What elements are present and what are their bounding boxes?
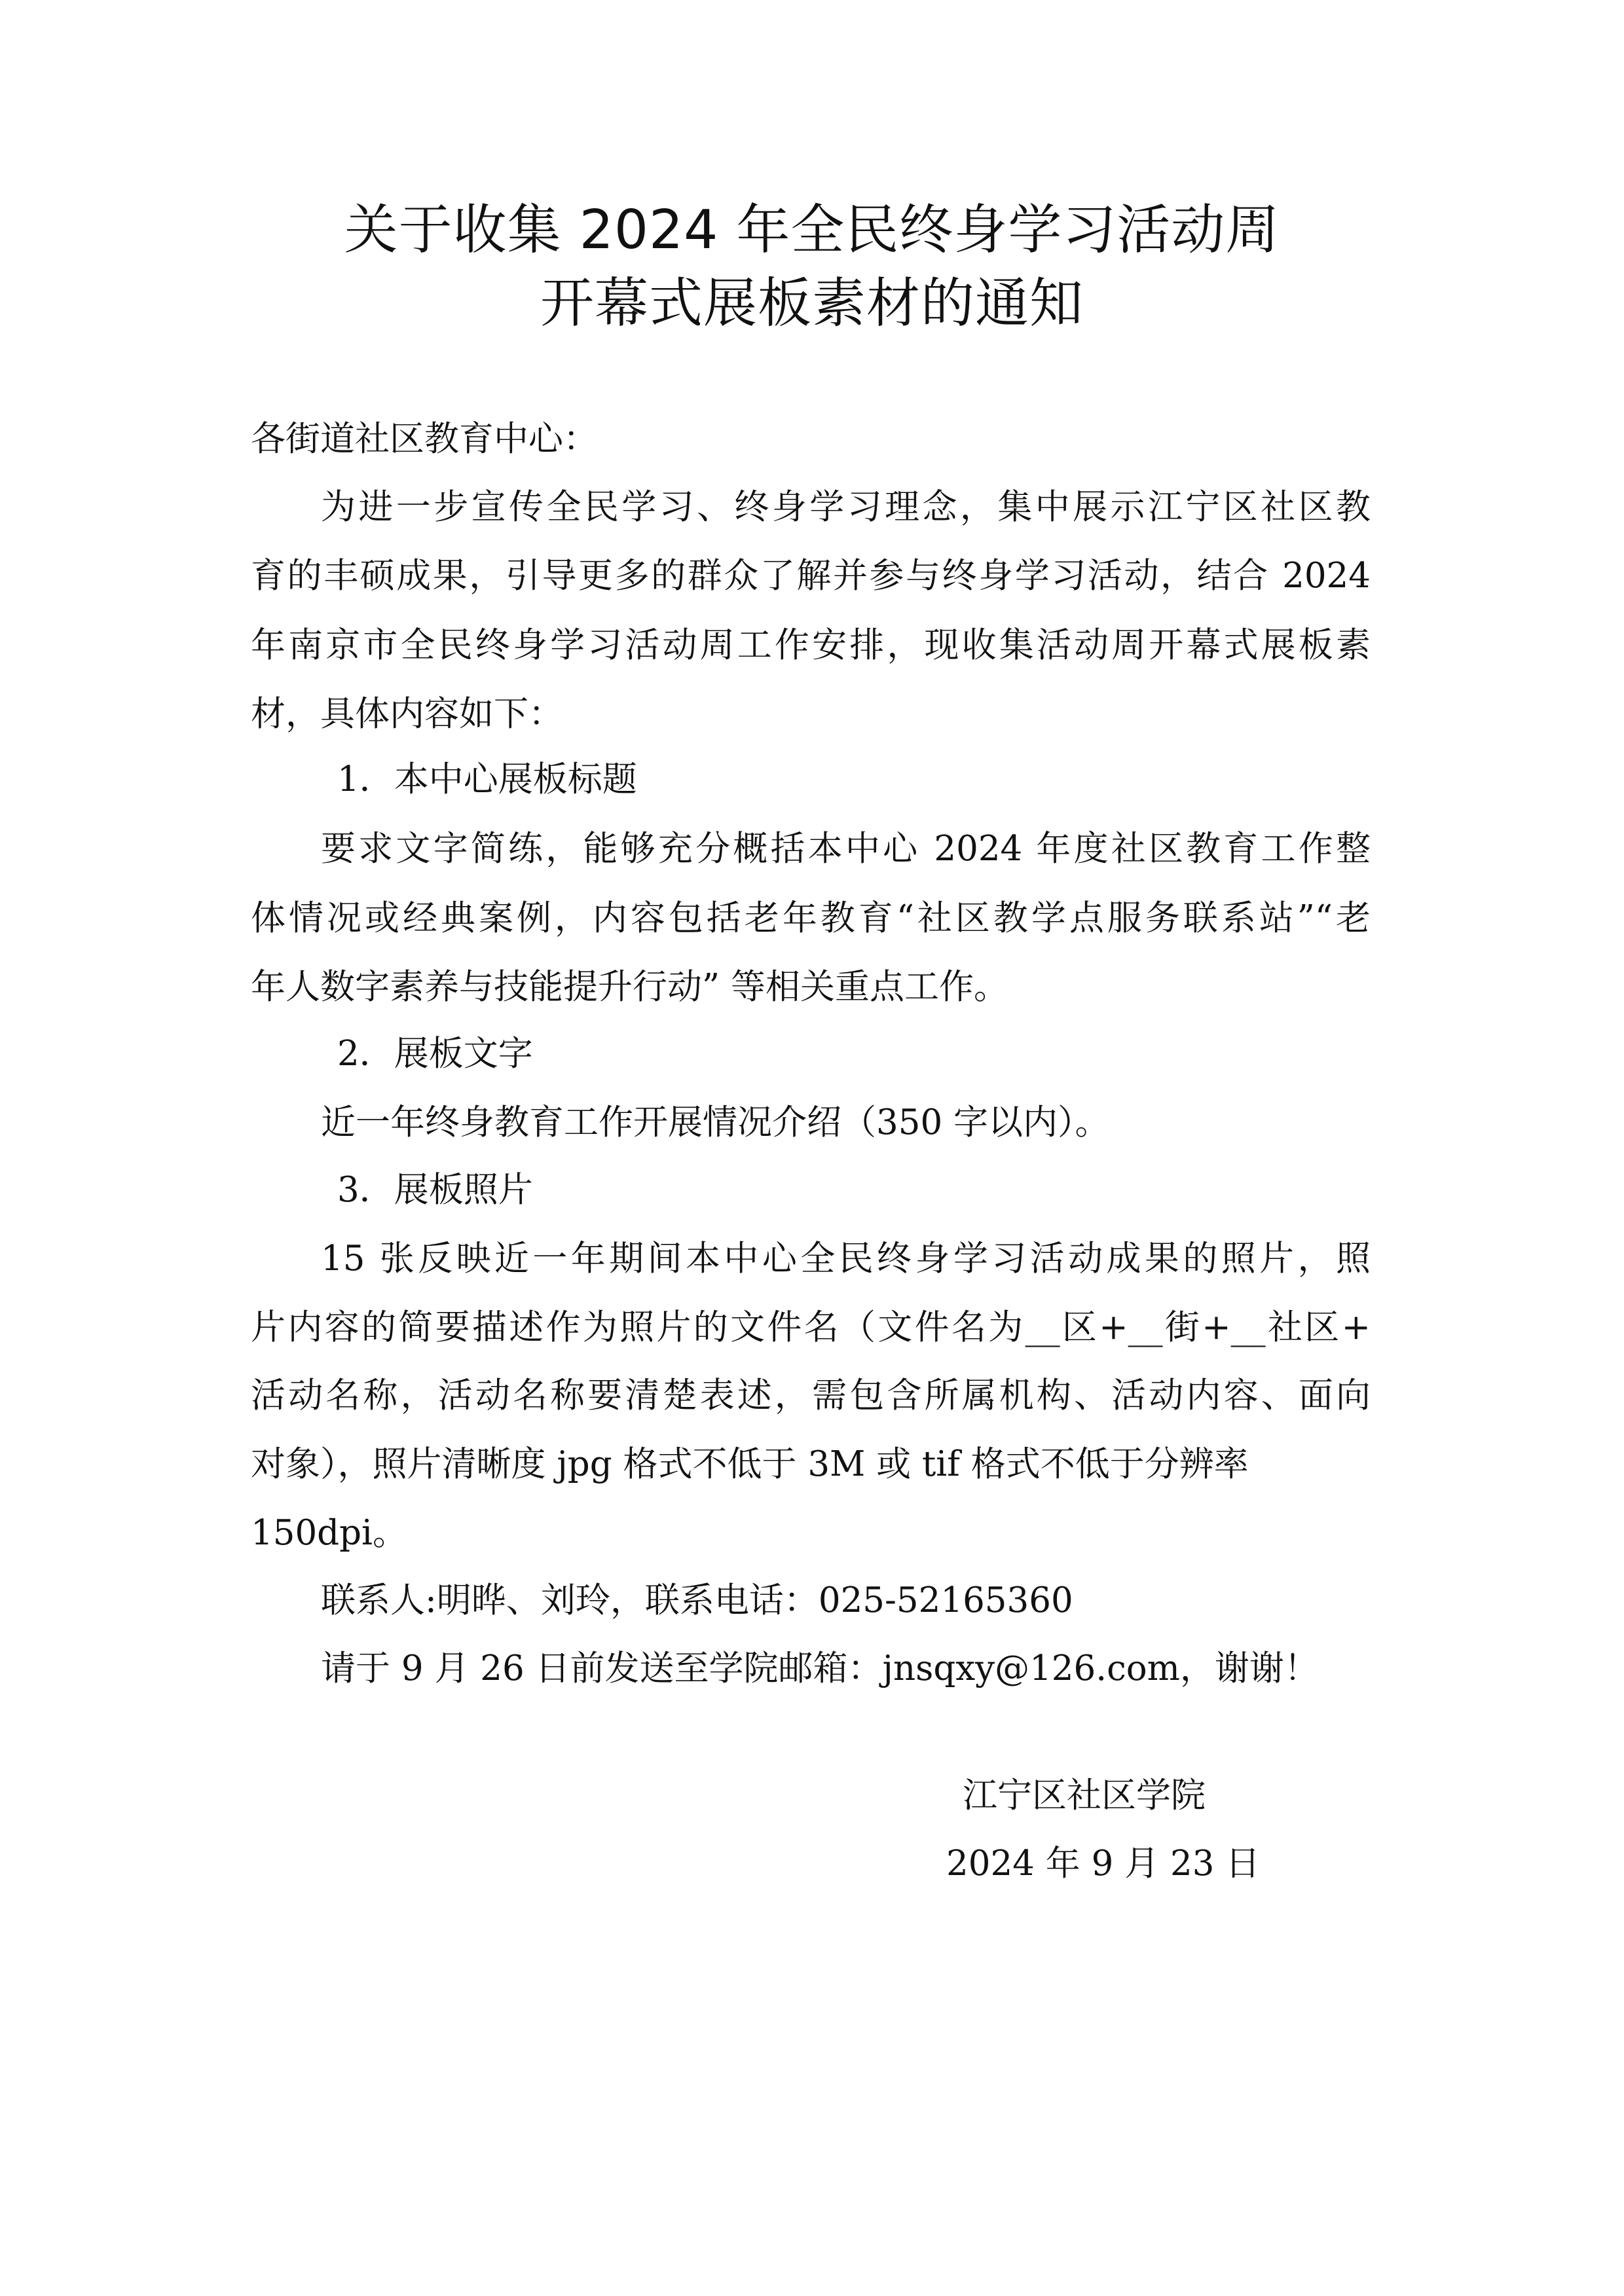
section-line: 要求文字简练，能够充分概括本中心 2024 年度社区教育工作整 [321,829,1371,869]
section-line: 150dpi。 [251,1513,407,1553]
section-line: 15 张反映近一年期间本中心全民终身学习活动成果的照片，照 [321,1239,1371,1279]
title-line-1: 关于收集 2024 年全民终身学习活动周 [344,199,1280,261]
section-line: 近一年终身教育工作开展情况介绍（350 字以内）。 [321,1102,1110,1142]
section-line: 年人数字素养与技能提升行动” 等相关重点工作。 [251,967,1008,1007]
intro-line: 材，具体内容如下： [251,694,563,734]
contact-line: 联系人:明晔、刘玲，联系电话：025-52165360 [321,1580,1073,1620]
signature-org: 江宁区社区学院 [963,1776,1206,1815]
intro-line: 年南京市全民终身学习活动周工作安排，现收集活动周开幕式展板素 [251,625,1371,665]
title-line-2: 开幕式展板素材的通知 [540,272,1084,335]
section-line: 活动名称，活动名称要清楚表述，需包含所属机构、活动内容、面向 [251,1376,1371,1415]
deadline-line: 请于 9 月 26 日前发送至学院邮箱：jnsqxy@126.com，谢谢！ [321,1649,1319,1688]
intro-line: 为进一步宣传全民学习、终身学习理念，集中展示江宁区社区教 [321,487,1371,527]
section-line: 体情况或经典案例，内容包括老年教育“社区教学点服务联系站”“老 [251,898,1371,938]
signature-date: 2024 年 9 月 23 日 [946,1844,1261,1884]
section-heading: 3．展板照片 [337,1170,533,1210]
section-line: 片内容的简要描述作为照片的文件名（文件名为__区+__街+__社区+ [251,1307,1371,1347]
section-heading: 2．展板文字 [337,1034,533,1074]
section-heading: 1．本中心展板标题 [337,759,637,799]
intro-line: 育的丰硕成果，引导更多的群众了解并参与终身学习活动，结合 2024 [251,556,1371,596]
section-line: 对象），照片清晰度 jpg 格式不低于 3M 或 tif 格式不低于分辨率 [251,1444,1249,1484]
salutation: 各街道社区教育中心： [251,419,598,459]
